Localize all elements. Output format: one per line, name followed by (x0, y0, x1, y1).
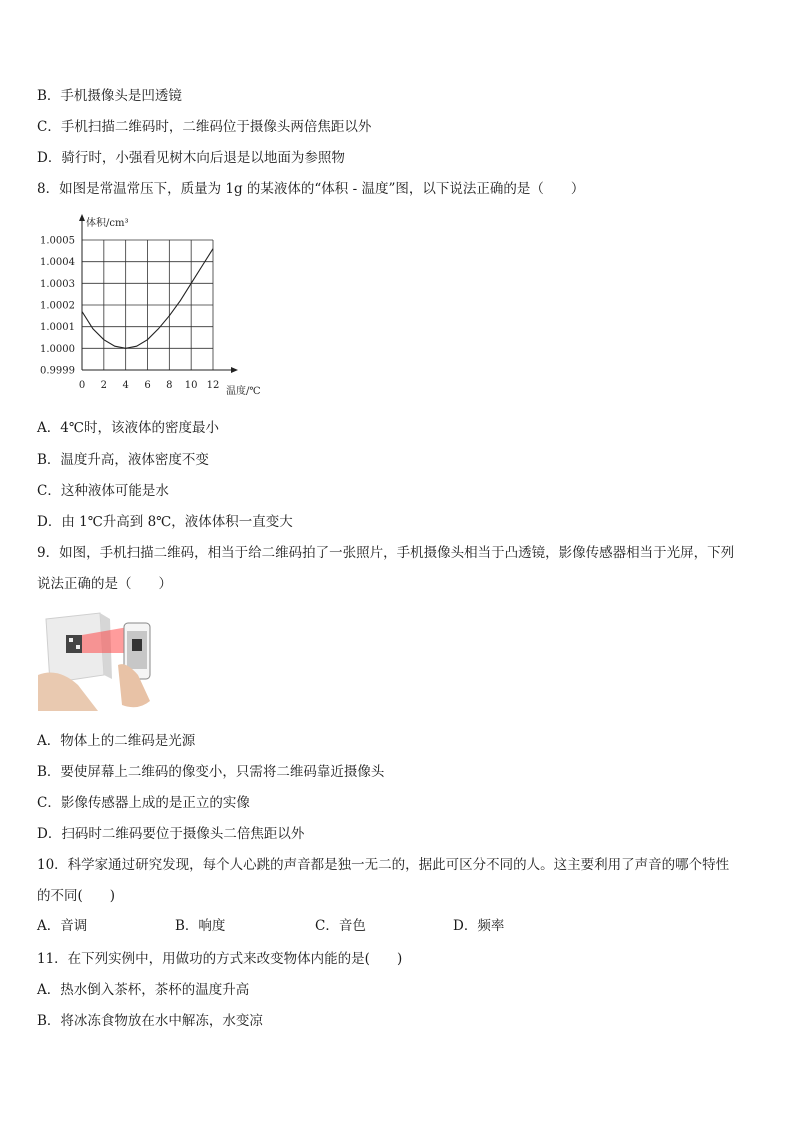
q7-option-c: C．手机扫描二维码时，二维码位于摄像头两倍焦距以外 (37, 119, 372, 135)
x-axis-label: 温度/℃ (226, 386, 261, 397)
q8-option-b: B．温度升高，液体密度不变 (37, 452, 209, 468)
q10-option-d: D．频率 (453, 918, 505, 934)
question-10-stem-line2: 的不同( ) (37, 888, 116, 904)
y-tick-0: 0.9999 (40, 365, 75, 377)
q8-option-a: A．4℃时，该液体的密度最小 (37, 420, 219, 436)
q11-option-b: B．将冰冻食物放在水中解冻，水变凉 (37, 1013, 263, 1029)
volume-temperature-chart (36, 210, 276, 400)
y-tick-3: 1.0002 (40, 300, 75, 312)
y-tick-1: 1.0000 (40, 343, 75, 355)
x-tick-10: 10 (184, 380, 198, 391)
qr-scan-photo (38, 605, 162, 711)
x-tick-8: 8 (166, 380, 173, 391)
question-9-stem-line1: 9．如图，手机扫描二维码，相当于给二维码拍了一张照片，手机摄像头相当于凸透镜，影像传感器相当于光屏，下列 (37, 545, 735, 561)
y-tick-labels (40, 236, 75, 377)
x-tick-4: 4 (122, 380, 129, 391)
chart-grid (82, 240, 213, 370)
x-axis-arrow (231, 367, 238, 373)
q10-options (37, 914, 757, 934)
y-tick-2: 1.0001 (40, 322, 75, 334)
question-9-stem-line2: 说法正确的是（ ） (37, 576, 172, 592)
chart-axes (79, 214, 238, 373)
q9-option-b: B．要使屏幕上二维码的像变小，只需将二维码靠近摄像头 (37, 764, 385, 780)
x-tick-labels (79, 380, 220, 391)
y-tick-4: 1.0003 (40, 278, 75, 290)
q9-option-a: A．物体上的二维码是光源 (37, 733, 196, 749)
y-axis-label: 体积/cm³ (86, 218, 129, 229)
q9-option-d: D．扫码时二维码要位于摄像头二倍焦距以外 (37, 826, 305, 842)
y-tick-5: 1.0004 (40, 257, 75, 269)
x-tick-12: 12 (206, 380, 220, 391)
q8-option-c: C．这种液体可能是水 (37, 483, 169, 499)
q9-option-c: C．影像传感器上成的是正立的实像 (37, 795, 250, 811)
question-11-stem: 11．在下列实例中，用做功的方式来改变物体内能的是( ) (37, 951, 403, 967)
x-tick-6: 6 (144, 380, 151, 391)
x-tick-0: 0 (78, 380, 86, 391)
q8-option-d: D．由 1℃升高到 8℃，液体体积一直变大 (37, 514, 293, 530)
x-tick-2: 2 (100, 380, 108, 391)
q10-option-a: A．音调 (37, 918, 88, 934)
q7-option-d: D．骑行时，小强看见树木向后退是以地面为参照物 (37, 150, 345, 166)
question-10-stem-line1: 10．科学家通过研究发现，每个人心跳的声音都是独一无二的，据此可区分不同的人。这主要利用了声音的哪个特性 (37, 857, 730, 873)
y-axis-arrow (79, 214, 85, 221)
q10-option-b: B．响度 (175, 918, 226, 934)
y-tick-6: 1.0005 (40, 235, 75, 247)
q7-option-b: B．手机摄像头是凹透镜 (37, 88, 182, 104)
question-8-stem: 8．如图是常温常压下，质量为 1g 的某液体的“体积 - 温度”图，以下说法正确的是（ ） (37, 181, 585, 197)
q10-option-c: C．音色 (315, 918, 366, 934)
q11-option-a: A．热水倒入茶杯，茶杯的温度升高 (37, 982, 250, 998)
